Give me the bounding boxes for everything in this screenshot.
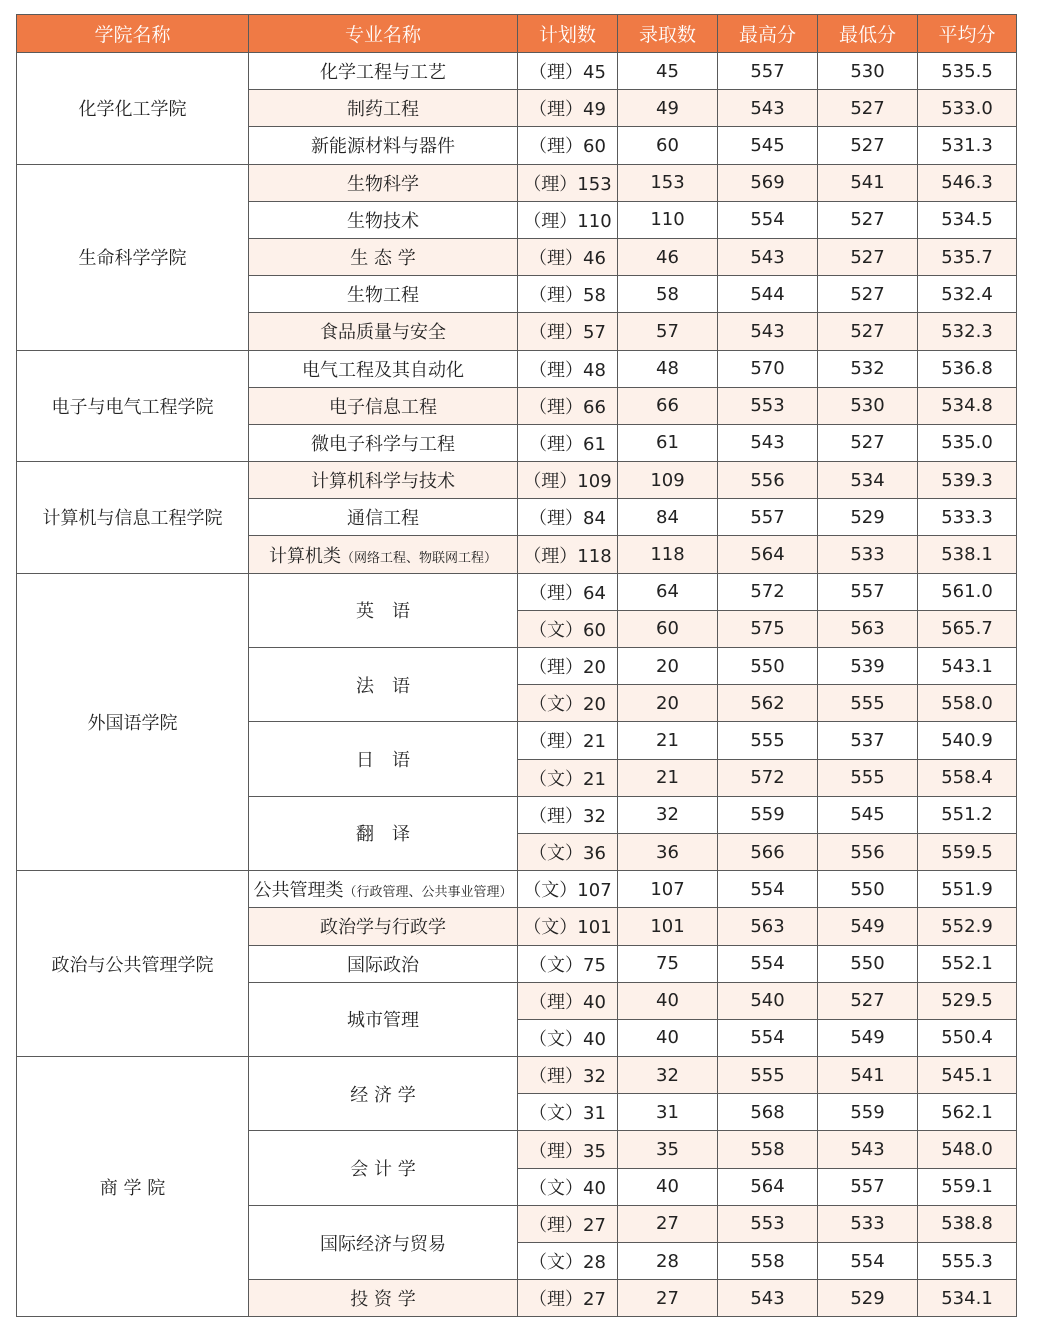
admitted-cell: 20 [618,685,718,722]
admitted-cell: 109 [618,462,718,499]
avg-score-cell: 535.5 [918,53,1017,90]
max-score-cell: 569 [718,164,818,201]
header-plan: 计划数 [518,15,618,53]
admitted-cell: 49 [618,90,718,127]
plan-cell: （文）28 [518,1243,618,1280]
avg-score-cell: 536.8 [918,350,1017,387]
admitted-cell: 75 [618,945,718,982]
major-name-cell [249,1205,518,1279]
major-name: 法 语 [356,675,410,697]
plan-cell: （理）49 [518,90,618,127]
major-name-cell [249,164,518,201]
college-name-cell: 电子与电气工程学院 [17,350,249,462]
plan-cell: （理）27 [518,1205,618,1242]
major-name-cell [249,499,518,536]
min-score-cell: 527 [818,424,918,461]
plan-cell: （文）40 [518,1168,618,1205]
plan-cell: （理）109 [518,462,618,499]
avg-score-cell: 552.1 [918,945,1017,982]
major-name-cell [249,871,518,908]
major-name: 投 资 学 [350,1289,416,1311]
admitted-cell: 46 [618,238,718,275]
max-score-cell: 568 [718,1094,818,1131]
major-name-cell [249,238,518,275]
min-score-cell: 527 [818,238,918,275]
major-name-cell [249,350,518,387]
major-name-cell [249,796,518,870]
major-name: 城市管理 [347,1010,419,1032]
header-college: 学院名称 [17,15,249,53]
max-score-cell: 544 [718,276,818,313]
major-name-cell [249,387,518,424]
table-row [17,462,1017,499]
major-name: 日 语 [356,750,410,772]
plan-cell: （理）66 [518,387,618,424]
admitted-cell: 32 [618,796,718,833]
max-score-cell: 572 [718,759,818,796]
admitted-cell: 48 [618,350,718,387]
plan-cell: （文）75 [518,945,618,982]
major-name: 国际经济与贸易 [320,1233,446,1255]
min-score-cell: 532 [818,350,918,387]
min-score-cell: 539 [818,648,918,685]
avg-score-cell: 535.0 [918,424,1017,461]
major-name: 生物科学 [347,173,419,195]
min-score-cell: 549 [818,1019,918,1056]
admitted-cell: 64 [618,573,718,610]
avg-score-cell: 538.1 [918,536,1017,573]
admitted-cell: 84 [618,499,718,536]
plan-cell: （理）153 [518,164,618,201]
admitted-cell: 31 [618,1094,718,1131]
plan-cell: （理）40 [518,982,618,1019]
major-name-cell [249,648,518,722]
admitted-cell: 32 [618,1057,718,1094]
min-score-cell: 534 [818,462,918,499]
table-header-row [17,15,1017,53]
avg-score-cell: 545.1 [918,1057,1017,1094]
min-score-cell: 557 [818,573,918,610]
major-name: 计算机类 [268,545,341,567]
avg-score-cell: 531.3 [918,127,1017,164]
avg-score-cell: 555.3 [918,1243,1017,1280]
max-score-cell: 553 [718,387,818,424]
table-row [17,53,1017,90]
plan-cell: （理）46 [518,238,618,275]
max-score-cell: 543 [718,313,818,350]
major-name-cell [249,908,518,945]
max-score-cell: 543 [718,1280,818,1317]
avg-score-cell: 534.5 [918,201,1017,238]
avg-score-cell: 562.1 [918,1094,1017,1131]
avg-score-cell: 551.2 [918,796,1017,833]
major-name-cell [249,201,518,238]
major-name: 国际政治 [347,954,419,976]
admitted-cell: 40 [618,1168,718,1205]
admitted-cell: 153 [618,164,718,201]
plan-cell: （理）32 [518,796,618,833]
header-max-score: 最高分 [718,15,818,53]
min-score-cell: 527 [818,313,918,350]
major-name: 化学工程与工艺 [320,62,446,84]
college-name-cell: 生命科学学院 [17,164,249,350]
min-score-cell: 527 [818,201,918,238]
min-score-cell: 527 [818,276,918,313]
plan-cell: （文）101 [518,908,618,945]
max-score-cell: 540 [718,982,818,1019]
major-name-cell [249,90,518,127]
major-name-cell [249,424,518,461]
min-score-cell: 555 [818,685,918,722]
max-score-cell: 559 [718,796,818,833]
plan-cell: （文）20 [518,685,618,722]
admission-table-container [16,14,1017,1317]
min-score-cell: 541 [818,164,918,201]
plan-cell: （文）60 [518,610,618,647]
max-score-cell: 557 [718,499,818,536]
plan-cell: （文）21 [518,759,618,796]
admitted-cell: 110 [618,201,718,238]
avg-score-cell: 538.8 [918,1205,1017,1242]
major-name-cell [249,1131,518,1205]
min-score-cell: 545 [818,796,918,833]
max-score-cell: 562 [718,685,818,722]
plan-cell: （理）27 [518,1280,618,1317]
major-name: 电气工程及其自动化 [302,359,464,381]
admitted-cell: 107 [618,871,718,908]
avg-score-cell: 551.9 [918,871,1017,908]
major-name-cell [249,276,518,313]
major-name-cell [249,1280,518,1317]
admitted-cell: 66 [618,387,718,424]
max-score-cell: 555 [718,722,818,759]
table-row [17,164,1017,201]
avg-score-cell: 559.5 [918,833,1017,870]
avg-score-cell: 548.0 [918,1131,1017,1168]
table-row [17,1057,1017,1094]
major-name: 生物工程 [347,285,419,307]
max-score-cell: 545 [718,127,818,164]
max-score-cell: 550 [718,648,818,685]
max-score-cell: 570 [718,350,818,387]
plan-cell: （理）110 [518,201,618,238]
max-score-cell: 572 [718,573,818,610]
header-admitted: 录取数 [618,15,718,53]
admitted-cell: 61 [618,424,718,461]
max-score-cell: 563 [718,908,818,945]
min-score-cell: 554 [818,1243,918,1280]
admitted-cell: 57 [618,313,718,350]
admitted-cell: 27 [618,1205,718,1242]
header-avg-score: 平均分 [918,15,1017,53]
admitted-cell: 60 [618,127,718,164]
min-score-cell: 550 [818,871,918,908]
admitted-cell: 21 [618,759,718,796]
min-score-cell: 549 [818,908,918,945]
max-score-cell: 543 [718,90,818,127]
major-name-cell [249,573,518,647]
min-score-cell: 529 [818,1280,918,1317]
max-score-cell: 564 [718,1168,818,1205]
plan-cell: （文）40 [518,1019,618,1056]
avg-score-cell: 532.4 [918,276,1017,313]
avg-score-cell: 561.0 [918,573,1017,610]
admitted-cell: 58 [618,276,718,313]
max-score-cell: 543 [718,238,818,275]
plan-cell: （文）36 [518,833,618,870]
plan-cell: （文）31 [518,1094,618,1131]
min-score-cell: 556 [818,833,918,870]
admitted-cell: 101 [618,908,718,945]
max-score-cell: 558 [718,1243,818,1280]
avg-score-cell: 543.1 [918,648,1017,685]
major-name: 计算机科学与技术 [311,471,455,493]
plan-cell: （文）107 [518,871,618,908]
major-name-cell [249,722,518,796]
plan-cell: （理）58 [518,276,618,313]
min-score-cell: 530 [818,387,918,424]
major-note: （网络工程、物联网工程） [340,550,497,566]
major-name-cell [249,313,518,350]
max-score-cell: 554 [718,1019,818,1056]
major-name: 经 济 学 [350,1084,416,1106]
major-name: 食品质量与安全 [320,322,446,344]
min-score-cell: 550 [818,945,918,982]
admission-scores-table [16,14,1017,1317]
admitted-cell: 27 [618,1280,718,1317]
avg-score-cell: 540.9 [918,722,1017,759]
max-score-cell: 556 [718,462,818,499]
admitted-cell: 40 [618,1019,718,1056]
max-score-cell: 557 [718,53,818,90]
plan-cell: （理）21 [518,722,618,759]
major-name: 微电子科学与工程 [311,433,455,455]
college-name-cell: 化学化工学院 [17,53,249,165]
plan-cell: （理）57 [518,313,618,350]
min-score-cell: 527 [818,127,918,164]
avg-score-cell: 534.1 [918,1280,1017,1317]
min-score-cell: 533 [818,536,918,573]
min-score-cell: 559 [818,1094,918,1131]
plan-cell: （理）60 [518,127,618,164]
major-name-cell [249,536,518,573]
major-name: 公共管理类 [253,880,344,902]
avg-score-cell: 558.4 [918,759,1017,796]
admitted-cell: 40 [618,982,718,1019]
major-name-cell [249,127,518,164]
plan-cell: （理）64 [518,573,618,610]
min-score-cell: 543 [818,1131,918,1168]
min-score-cell: 530 [818,53,918,90]
avg-score-cell: 533.3 [918,499,1017,536]
admitted-cell: 45 [618,53,718,90]
min-score-cell: 563 [818,610,918,647]
avg-score-cell: 552.9 [918,908,1017,945]
major-name-cell [249,982,518,1056]
avg-score-cell: 529.5 [918,982,1017,1019]
max-score-cell: 543 [718,424,818,461]
max-score-cell: 553 [718,1205,818,1242]
max-score-cell: 554 [718,871,818,908]
plan-cell: （理）61 [518,424,618,461]
major-name-cell [249,1057,518,1131]
plan-cell: （理）48 [518,350,618,387]
avg-score-cell: 559.1 [918,1168,1017,1205]
major-name: 翻 译 [356,824,410,846]
major-note: （行政管理、公共事业管理） [343,885,513,901]
college-name-cell: 政治与公共管理学院 [17,871,249,1057]
max-score-cell: 575 [718,610,818,647]
avg-score-cell: 534.8 [918,387,1017,424]
min-score-cell: 527 [818,90,918,127]
avg-score-cell: 565.7 [918,610,1017,647]
admitted-cell: 28 [618,1243,718,1280]
avg-score-cell: 550.4 [918,1019,1017,1056]
major-name: 英 语 [356,601,410,623]
table-row [17,573,1017,610]
major-name: 电子信息工程 [329,396,437,418]
plan-cell: （理）118 [518,536,618,573]
min-score-cell: 555 [818,759,918,796]
plan-cell: （理）32 [518,1057,618,1094]
major-name: 会 计 学 [350,1159,416,1181]
admitted-cell: 118 [618,536,718,573]
avg-score-cell: 532.3 [918,313,1017,350]
major-name: 生 态 学 [350,248,416,270]
plan-cell: （理）84 [518,499,618,536]
plan-cell: （理）20 [518,648,618,685]
min-score-cell: 541 [818,1057,918,1094]
admitted-cell: 35 [618,1131,718,1168]
admitted-cell: 20 [618,648,718,685]
header-min-score: 最低分 [818,15,918,53]
max-score-cell: 566 [718,833,818,870]
college-name-cell: 计算机与信息工程学院 [17,462,249,574]
major-name-cell [249,945,518,982]
avg-score-cell: 533.0 [918,90,1017,127]
plan-cell: （理）35 [518,1131,618,1168]
admitted-cell: 21 [618,722,718,759]
college-name-cell: 商 学 院 [17,1057,249,1317]
major-name-cell [249,53,518,90]
max-score-cell: 554 [718,201,818,238]
avg-score-cell: 535.7 [918,238,1017,275]
major-name: 政治学与行政学 [320,917,446,939]
avg-score-cell: 546.3 [918,164,1017,201]
major-name: 新能源材料与器件 [311,136,455,158]
min-score-cell: 529 [818,499,918,536]
table-row [17,871,1017,908]
major-name: 通信工程 [347,508,419,530]
plan-cell: （理）45 [518,53,618,90]
major-name: 生物技术 [347,210,419,232]
admitted-cell: 60 [618,610,718,647]
min-score-cell: 557 [818,1168,918,1205]
table-row [17,350,1017,387]
max-score-cell: 558 [718,1131,818,1168]
admitted-cell: 36 [618,833,718,870]
avg-score-cell: 558.0 [918,685,1017,722]
min-score-cell: 527 [818,982,918,1019]
college-name-cell: 外国语学院 [17,573,249,871]
avg-score-cell: 539.3 [918,462,1017,499]
major-name-cell [249,462,518,499]
max-score-cell: 554 [718,945,818,982]
min-score-cell: 537 [818,722,918,759]
max-score-cell: 564 [718,536,818,573]
major-name: 制药工程 [347,99,419,121]
min-score-cell: 533 [818,1205,918,1242]
header-major: 专业名称 [249,15,518,53]
max-score-cell: 555 [718,1057,818,1094]
